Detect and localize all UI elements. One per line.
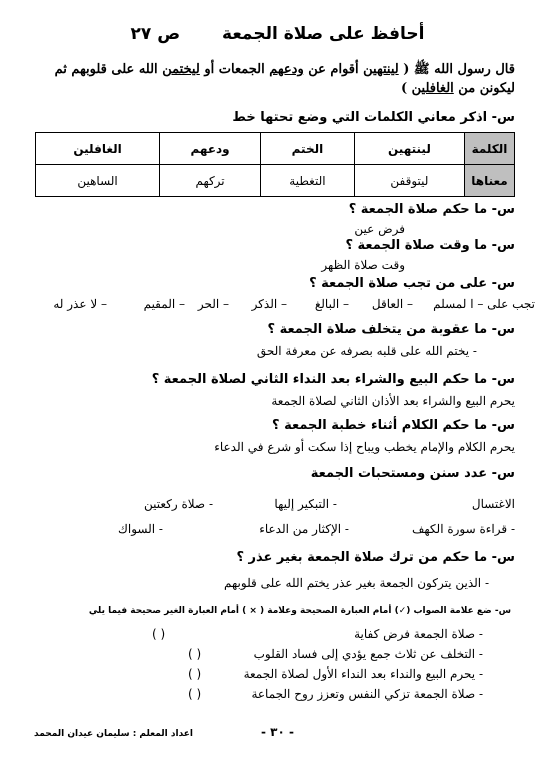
statement-2: - التخلف عن ثلاث جمع يؤدي إلى فساد القلوب bbox=[253, 647, 483, 661]
answer-punishment: - يختم الله على قلبه بصرفه عن معرفة الحق bbox=[256, 344, 477, 358]
answer-ruling: فرض عين bbox=[354, 222, 405, 236]
hadith-part: أقوام عن bbox=[303, 62, 364, 77]
page-number: - ٣٠ - bbox=[261, 725, 294, 739]
table-head-word: الكلمة bbox=[465, 133, 515, 165]
question-sunnahs: س- عدد سنن ومستحبات الجمعة bbox=[310, 466, 515, 481]
statement-1: - صلاة الجمعة فرض كفاية bbox=[354, 627, 483, 641]
answer-obligated-4: – الذكر bbox=[251, 297, 287, 311]
teacher-credit: اعداد المعلم : سليمان عيدان المحمد bbox=[34, 729, 194, 739]
answer-obligated-1: تجب على – ا لمسلم bbox=[433, 297, 535, 311]
question-time: س- ما وقت صلاة الجمعة ؟ bbox=[345, 238, 515, 253]
question-obligated: س- على من تجب صلاة الجمعة ؟ bbox=[309, 276, 515, 291]
answer-box[interactable]: ( ) bbox=[188, 687, 202, 701]
hadith-underlined-word: ودعهم bbox=[269, 62, 304, 77]
table-row bbox=[36, 165, 515, 197]
vocabulary-table bbox=[35, 132, 515, 197]
answer-obligated-3: – البالغ bbox=[314, 297, 349, 311]
hadith-part: الله على قلوبهم ثم ليكونن من bbox=[54, 62, 515, 96]
hadith-part: الجمعات أو bbox=[199, 62, 270, 77]
statement-3: - يحرم البيع والنداء بعد النداء الأول لصلاة الجمعة bbox=[243, 667, 483, 681]
table-cell-word: لينتهين bbox=[354, 133, 464, 165]
title-text: أحافظ على صلاة الجمعة bbox=[222, 24, 425, 44]
question-true-false: س- ضع علامة الصواب (✓) أمام العبارة الصحيحة وعلامة ( × ) أمام العبارة الغير صحيحة فيما يلي bbox=[88, 606, 511, 616]
table-cell-word: ودعهم bbox=[160, 133, 261, 165]
table-cell-meaning: الساهين bbox=[36, 165, 160, 197]
answer-obligated-2: – العاقل bbox=[371, 297, 413, 311]
table-head-meaning: معناها bbox=[465, 165, 515, 197]
answer-time: وقت صلاة الظهر bbox=[321, 258, 405, 272]
hadith-part: قال رسول الله ﷺ ( bbox=[398, 62, 515, 77]
answer-speech: يحرم الكلام والإمام يخطب ويباح إذا سكت أو شرع في الدعاء bbox=[214, 440, 515, 454]
table-cell-meaning: تركهم bbox=[160, 165, 261, 197]
sunnah-item: - قراءة سورة الكهف bbox=[411, 522, 515, 536]
page-title bbox=[0, 24, 555, 44]
question-ruling: س- ما حكم صلاة الجمعة ؟ bbox=[348, 202, 515, 217]
question-meanings: س- اذكر معاني الكلمات التي وضع تحتها خط bbox=[232, 110, 515, 125]
question-speech: س- ما حكم الكلام أثناء خطبة الجمعة ؟ bbox=[272, 418, 515, 433]
sunnah-item: - صلاة ركعتين bbox=[144, 497, 213, 511]
hadith-text bbox=[35, 60, 515, 98]
sunnah-item: - التبكير إليها bbox=[274, 497, 337, 511]
hadith-underlined-word: لينتهين bbox=[363, 62, 399, 77]
answer-box[interactable]: ( ) bbox=[188, 667, 202, 681]
table-cell-word: الختم bbox=[261, 133, 355, 165]
table-cell-meaning: التغطية bbox=[261, 165, 355, 197]
sunnah-item: الاغتسال bbox=[471, 497, 515, 511]
sunnah-item: - الإكثار من الدعاء bbox=[259, 522, 349, 536]
answer-box[interactable]: ( ) bbox=[152, 627, 166, 641]
question-abandon: س- ما حكم من ترك صلاة الجمعة بغير عذر ؟ bbox=[236, 550, 515, 565]
answer-box[interactable]: ( ) bbox=[188, 647, 202, 661]
statement-4: - صلاة الجمعة تزكي النفس وتعزز روح الجماعة bbox=[251, 687, 483, 701]
answer-obligated-6: – المقيم bbox=[143, 297, 185, 311]
answer-abandon: - الذين يتركون الجمعة بغير عذر يختم الله على قلوبهم bbox=[224, 576, 489, 590]
question-trade: س- ما حكم البيع والشراء بعد النداء الثاني لصلاة الجمعة ؟ bbox=[151, 372, 515, 387]
answer-obligated-7: – لا عذر له bbox=[53, 297, 107, 311]
hadith-underlined-word: الغافلين bbox=[411, 81, 454, 96]
answer-trade: يحرم البيع والشراء بعد الأذان الثاني لصلاة الجمعة bbox=[271, 394, 515, 408]
table-cell-meaning: ليتوقفن bbox=[354, 165, 464, 197]
hadith-part: ) bbox=[400, 81, 412, 96]
table-cell-word: الغافلين bbox=[36, 133, 160, 165]
answer-obligated-5: – الحر bbox=[197, 297, 229, 311]
table-row bbox=[36, 133, 515, 165]
question-punishment: س- ما عقوبة من يتخلف صلاة الجمعة ؟ bbox=[267, 322, 515, 337]
hadith-underlined-word: ليختمن bbox=[162, 62, 200, 77]
title-page-ref: ص ٢٧ bbox=[130, 24, 181, 44]
sunnah-item: - السواك bbox=[118, 522, 163, 536]
